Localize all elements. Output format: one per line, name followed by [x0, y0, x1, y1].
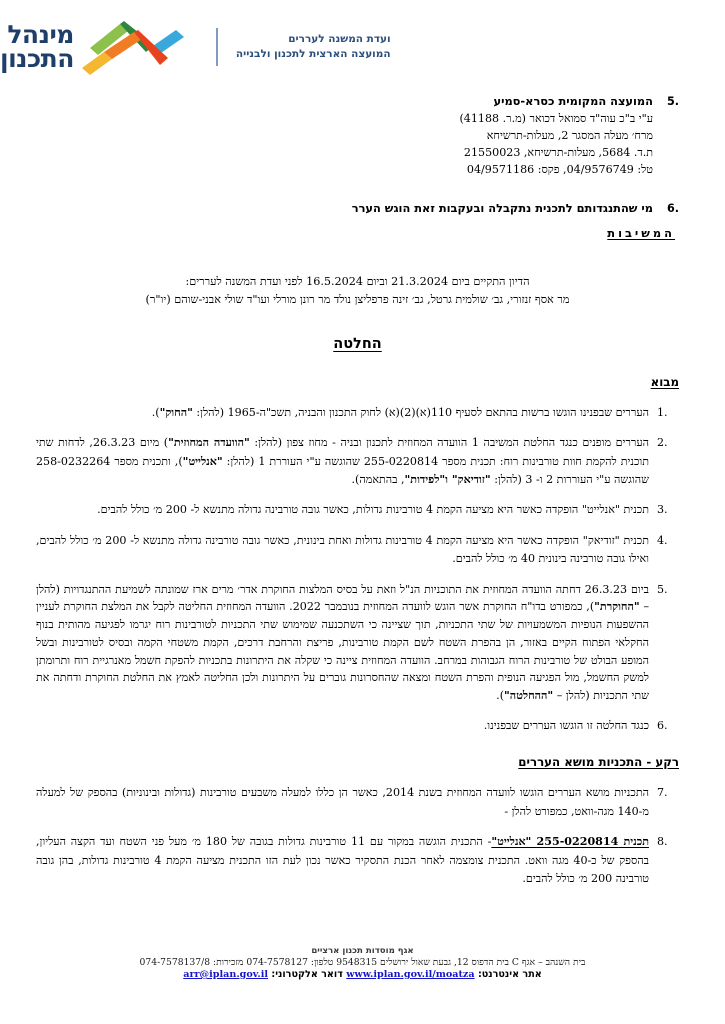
clause-text: העררים שבפנינו הוגשו ברשות בהתאם לסעיף 110(א)(2)(א) לחוק התכנון והבניה, תשכ"ה-1965 (להלן: "החוק"). — [151, 405, 649, 419]
clause-text: תכנית "אנלייט" הופקדה כאשר היא מציעה הקמת 4 טורבינות גדולות, כאשר גובה טורבינה גדולה מתנשא ל- 200 מ׳ כולל להבים. — [97, 503, 649, 517]
party-title: המועצה המקומית כסרא-סמיע — [493, 94, 653, 108]
footer-address: בית השנהב – אגף C בית הדפוס 12, גבעת שאול ירושלים 9548315 טלפון: 074-7578127 מזכירות: 074-7578137/8 — [139, 957, 586, 968]
website-link[interactable]: www.iplan.gov.il/moatza — [346, 969, 475, 980]
masthead-subtitle — [236, 32, 391, 62]
clause-number: 8. — [657, 835, 668, 849]
document-content — [0, 80, 725, 888]
section-heading-intro: מבוא — [650, 374, 679, 389]
section-heading-background: רקע - התכניות מושא העררים — [518, 755, 679, 770]
clause-number: 7. — [657, 786, 668, 800]
clause-number: 6. — [657, 718, 668, 732]
party-address-line: ע"י ב"כ עוה"ד סמואל דכואר (מ.ר. 41188) — [459, 112, 653, 126]
document-footer — [0, 946, 725, 980]
clause-text: התכניות מושא העררים הוגשו לוועדה המחוזית בשנת 2014, כאשר הן כללו למעלה משבעים טורבינות (גדולות ובינוניות) בהספק של למעלה מ-140 מגה-וואט, כמפורט להלן - — [36, 786, 649, 818]
clause-4 — [36, 532, 679, 569]
clause-number: 3. — [657, 503, 668, 517]
logo-wordmark-line2: התכנון — [0, 44, 74, 73]
footer-department: אגף מוסדות תכנון ארציים — [311, 946, 414, 956]
party-contact-line: טל: 04/9576749, פקס: 04/9571186 — [466, 163, 653, 177]
party-body — [36, 199, 653, 218]
clause-number: 5. — [657, 582, 668, 596]
clause-text: כנגד החלטה זו הוגשו העררים שבפנינו. — [483, 718, 649, 732]
minhal-hatichnun-logo — [0, 18, 198, 76]
party-entry-5 — [36, 92, 679, 179]
clause-3 — [36, 501, 679, 519]
hearing-panel-line: מר אסף זנזורי, גב׳ שולמית גרטל, גב׳ זינה פרפליצן נולד מר רונן מורלי ועו"ד שולי אבני-שוהם (יו"ר) — [145, 293, 570, 307]
chevron-logo-icon — [80, 18, 198, 76]
clause-2 — [36, 434, 679, 489]
party-address-line: ת.ד. 5684, מעלות-תרשיחא, 21550023 — [463, 146, 653, 160]
masthead-divider — [216, 28, 218, 66]
clause-text: ביום 26.3.23 דחתה הוועדה המחוזית את התוכניות הנ"ל וזאת על בסיס המלצות החוקרת אדר׳ מרים ארז שמונתה לשמיעת ההתנגדויות (להלן – "החוקרת"), כמפורט בדו"ח החוקרת אשר הוגש לוועדה המחוזית בנובמבר 2022. הוועדה המחוזית החליטה לקבל את המלצת החוקרת לעניין ההשפעות הנופיות המשמעויות של שתי התכניות, תוך שציינה כי השתכנעה שמימוש שתי התכניות לטורבינות רוח יגרמו לפגיעה מהותית בנוף החקלאי הפתוח הקיים באזור, הן בהפרת השטח לשם הקמת טורבינות, פריצת והרחבת דרכים, הקמת משטחי הקמה ובסיס לטורבינות ובשל המופע הבולט של טורבינות הרוח הגבוהות במרחב. הוועדה המחוזית ציינה כי שקלה את היתרונות בתכניות להפקת חשמל מאנרגיית רוח ותרומתן למשק החשמל, מול הפגיעה הנופית והפרת השטח ומצאה שהחסרונות גוברים על היתרונות ולכן החליטה לאמץ את החלטת החוקרת ודחתה את שתי התכניות (להלן – "ההחלטה"). — [36, 582, 650, 703]
decision-title: החלטה — [333, 336, 382, 353]
clause-text: תכנית "זודיאק" הופקדה כאשר היא מציעה הקמת 4 טורבינות גדולות ואחת בינונית, כאשר גובה טורבינה גדולה מתנשא ל- 200 מ׳ כולל להבים, ואילו גובה טורבינה בינונית 40 מ׳ כולל להבים. — [36, 533, 649, 566]
clause-1 — [36, 404, 679, 422]
party-entry-6 — [36, 199, 679, 218]
clause-8 — [36, 833, 679, 888]
footer-links — [0, 969, 725, 980]
email-link[interactable]: arr@iplan.gov.il — [183, 969, 269, 980]
respondents-row — [36, 220, 679, 243]
party-title: מי שהתנגדותם לתכנית נתקבלה ובעקבות זאת הוגש הערר — [351, 200, 653, 215]
clause-number: 1. — [657, 405, 668, 419]
clause-5 — [36, 581, 679, 705]
website-label: אתר אינטרנט: — [477, 969, 542, 980]
clause-number: 4. — [657, 533, 668, 547]
clause-number: 2. — [657, 436, 668, 450]
clause-7 — [36, 784, 679, 821]
subtitle-line-council: המועצה הארצית לתכנון ולבנייה — [235, 48, 391, 60]
logo-wordmark — [0, 19, 74, 73]
hearing-info — [36, 273, 679, 309]
party-body — [36, 92, 653, 179]
party-address-line: מרח׳ מעלה המסגר 2, מעלות-תרשיחא — [486, 129, 653, 143]
respondents-label: המשיבות — [607, 226, 675, 241]
clause-6 — [36, 717, 679, 735]
clause-text: העררים מופנים כנגד החלטת המשיבה 1 הוועדה המחוזית לתכנון ובניה - מחוז צפון (להלן: "הוועדה המחוזית") מיום 26.3.23, לדחות שתי תוכנית להקמת חוות טורבינות רוח: תכנית מספר 255-0220814 שהוגשה ע"י העוררת 1 (להלן: "אנלייט"), ותכנית מספר 258-0232264 שהוגשה ע"י העוררות 2 ו- 3 (להלן: "זודיאק" ו"לפידות", בהתאמה). — [36, 436, 650, 486]
logo-wordmark-line1: מינהל — [7, 19, 74, 49]
hearing-dates-line: הדיון התקיים ביום 21.3.2024 וביום 16.5.2024 לפני ועדת המשנה לעררים: — [185, 275, 530, 289]
email-label: דואר אלקטרוני: — [271, 969, 343, 980]
party-number: 5. — [666, 95, 679, 108]
subtitle-line-committee: ועדת המשנה לעררים — [288, 32, 391, 45]
clause-text: תכנית 255-0220814 "אנלייט"- התכנית הוגשה במקור עם 11 טורבינות גדולות בגובה של 180 מ׳ מעל פני השטח ועד הקצה העליון, בהספק של כ-40 מגה וואט. התכנית צומצמה לאחר הכנת התסקיר כאשר נכון לעת הזו התכנית מציעה הקמת 4 טורבינות גדולות, בהן גובה טורבינה 200 מ׳ כולל להבים. — [36, 835, 650, 886]
document-masthead — [0, 0, 725, 80]
party-number: 6. — [666, 201, 679, 215]
